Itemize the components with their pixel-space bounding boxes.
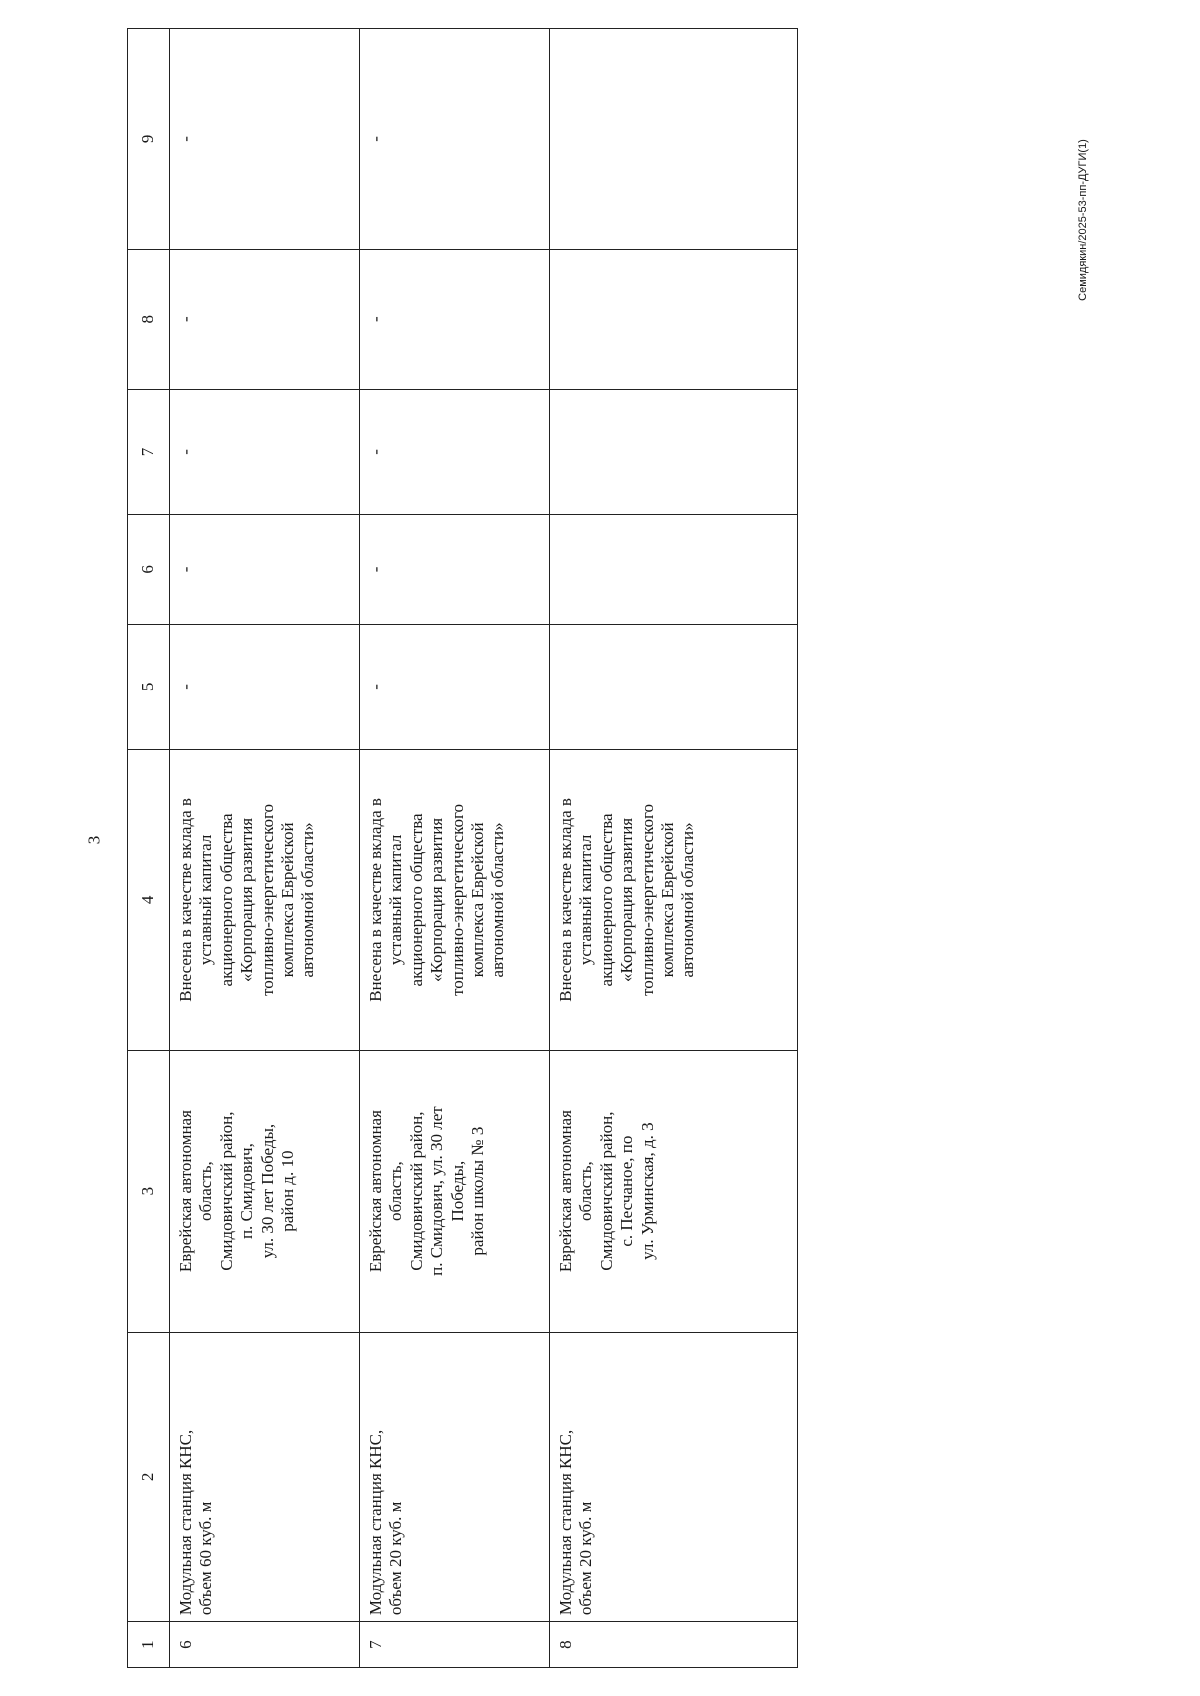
property-table [127, 28, 798, 1668]
object-name-cell: Модульная станция КНС, объем 20 куб. м [550, 1332, 798, 1622]
col5-cell: - [170, 624, 360, 750]
status-cell: Внесена в качестве вклада в уставный капитал акционерного общества «Корпорация развития топливно-энергетического комплекса Еврейской автономной области» [550, 750, 798, 1050]
row-number-cell: 7 [360, 1622, 550, 1668]
col8-cell: - [360, 249, 550, 389]
table-row [550, 29, 798, 1668]
col7-cell: - [360, 389, 550, 515]
header-cell-8: 8 [128, 249, 170, 389]
address-cell: Еврейская автономная область, Смидовичский район, с. Песчаное, по ул. Урминская, д. 3 [550, 1050, 798, 1332]
page-number: 3 [84, 835, 104, 845]
col6-cell [550, 515, 798, 624]
object-name-cell: Модульная станция КНС, объем 20 куб. м [360, 1332, 550, 1622]
col5-cell [550, 624, 798, 750]
col6-cell: - [170, 515, 360, 624]
address-cell: Еврейская автономная область, Смидовичский район, п. Смидович, ул. 30 лет Победы, район д. 10 [170, 1050, 360, 1332]
col6-cell: - [360, 515, 550, 624]
table-row [360, 29, 550, 1668]
header-cell-3: 3 [128, 1050, 170, 1332]
col7-cell [550, 389, 798, 515]
col9-cell [550, 29, 798, 250]
header-cell-7: 7 [128, 389, 170, 515]
address-cell: Еврейская автономная область, Смидовичский район, п. Смидович, ул. 30 лет Победы, район школы № 3 [360, 1050, 550, 1332]
col7-cell: - [170, 389, 360, 515]
header-cell-1: 1 [128, 1622, 170, 1668]
status-cell: Внесена в качестве вклада в уставный капитал акционерного общества «Корпорация развития топливно-энергетического комплекса Еврейской автономной области» [170, 750, 360, 1050]
header-cell-9: 9 [128, 29, 170, 250]
col9-cell: - [170, 29, 360, 250]
status-cell: Внесена в качестве вклада в уставный капитал акционерного общества «Корпорация развития топливно-энергетического комплекса Еврейской автономной области» [360, 750, 550, 1050]
col8-cell: - [170, 249, 360, 389]
header-cell-4: 4 [128, 750, 170, 1050]
col8-cell [550, 249, 798, 389]
row-number-cell: 6 [170, 1622, 360, 1668]
header-cell-5: 5 [128, 624, 170, 750]
col9-cell: - [360, 29, 550, 250]
document-code: Семидякин/2025-53-пп-ДУГИ(1) [1077, 139, 1089, 301]
row-number-cell: 8 [550, 1622, 798, 1668]
table-row [170, 29, 360, 1668]
property-table-wrapper [127, 28, 797, 1668]
header-row [128, 29, 170, 1668]
object-name-cell: Модульная станция КНС, объем 60 куб. м [170, 1332, 360, 1622]
header-cell-6: 6 [128, 515, 170, 624]
col5-cell: - [360, 624, 550, 750]
header-cell-2: 2 [128, 1332, 170, 1622]
